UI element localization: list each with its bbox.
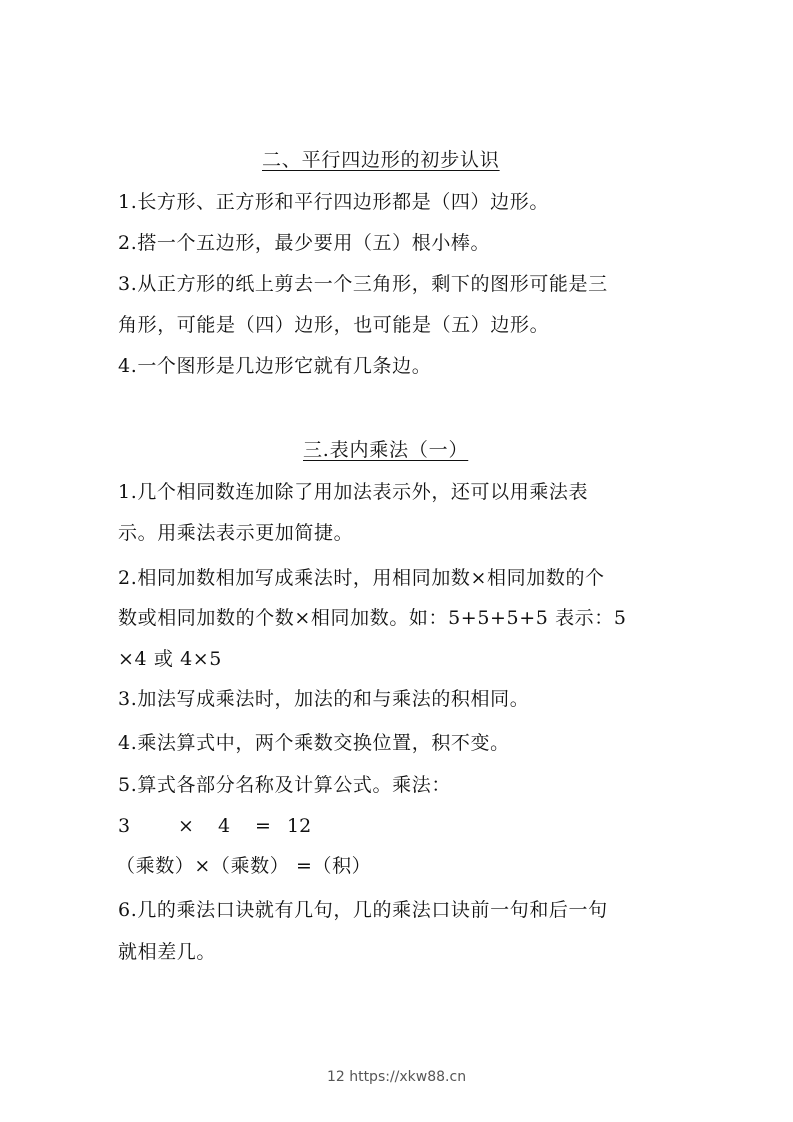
section-heading-multiplication: 三.表内乘法（一） — [303, 439, 469, 461]
section3-line-8: 5.算式各部分名称及计算公式。乘法： — [118, 774, 451, 796]
equation-factor-a: 3 — [118, 815, 131, 837]
section2-line-1: 1.长方形、正方形和平行四边形都是（四）边形。 — [118, 191, 549, 213]
section3-line-7: 4.乘法算式中，两个乘数交换位置，积不变。 — [118, 732, 510, 754]
section3-line-6: 3.加法写成乘法时，加法的和与乘法的积相同。 — [118, 688, 530, 710]
equation-times: × — [178, 815, 194, 837]
section2-line-2: 2.搭一个五边形，最少要用（五）根小棒。 — [118, 232, 491, 254]
section2-line-5: 4.一个图形是几边形它就有几条边。 — [118, 355, 432, 377]
section3-line-5: ×4 或 4×5 — [118, 648, 222, 670]
equation-equals: = — [255, 815, 271, 837]
section2-line-3: 3.从正方形的纸上剪去一个三角形，剩下的图形可能是三 — [118, 273, 608, 295]
section3-line-10: 就相差几。 — [118, 941, 217, 963]
page-footer: 12 https://xkw88.cn — [326, 1069, 467, 1085]
section2-line-4: 角形，可能是（四）边形，也可能是（五）边形。 — [118, 314, 550, 336]
equation-factor-b: 4 — [218, 815, 231, 837]
section3-line-4: 数或相同加数的个数×相同加数。如：5+5+5+5 表示：5 — [118, 607, 627, 629]
section3-line-3: 2.相同加数相加写成乘法时，用相同加数×相同加数的个 — [118, 567, 605, 589]
equation-result: 12 — [287, 815, 312, 837]
section3-line-9: 6.几的乘法口诀就有几句，几的乘法口诀前一句和后一句 — [118, 899, 608, 921]
equation-part-names: （乘数）×（乘数） =（积） — [116, 855, 372, 877]
section3-line-2: 示。用乘法表示更加简捷。 — [118, 522, 354, 544]
section-heading-parallelogram: 二、平行四边形的初步认识 — [262, 149, 500, 171]
section3-line-1: 1.几个相同数连加除了用加法表示外，还可以用乘法表 — [118, 481, 589, 503]
